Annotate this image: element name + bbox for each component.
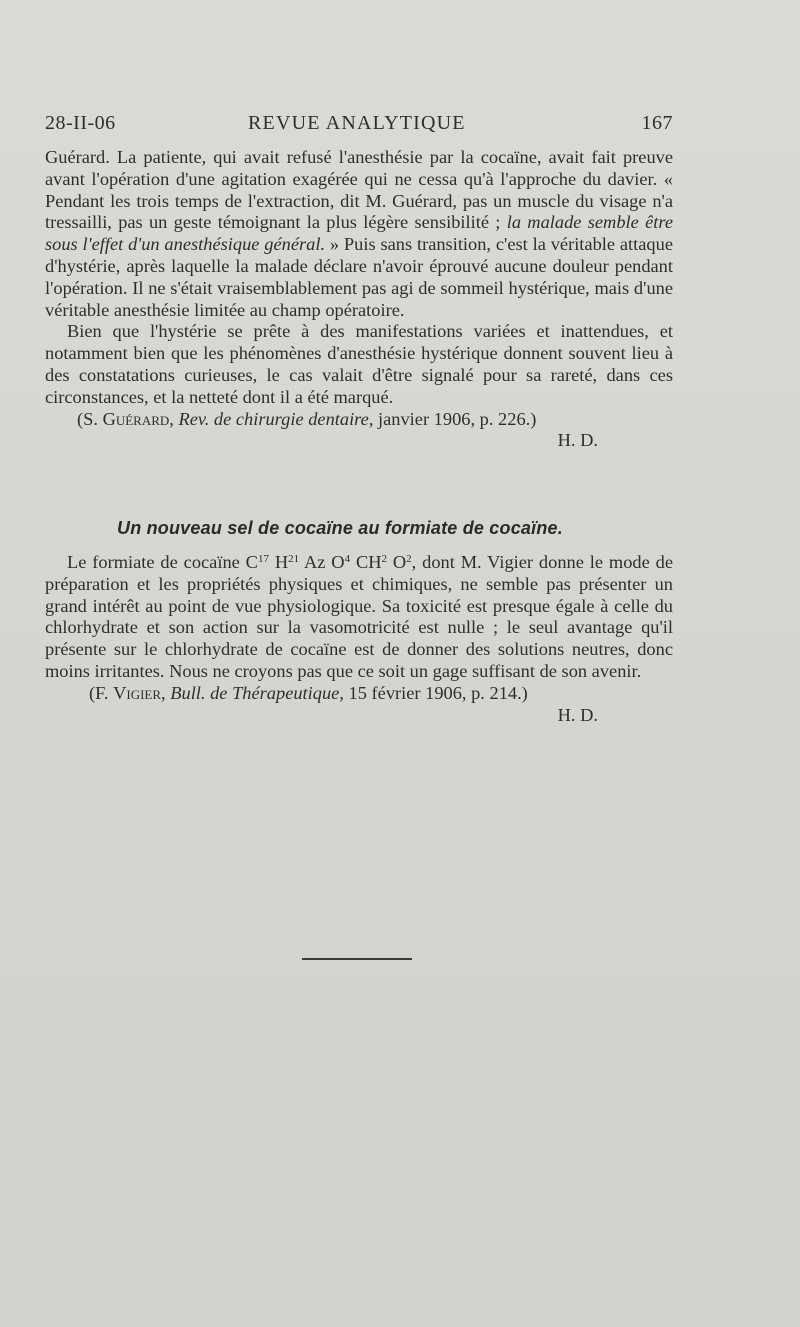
citation-journal: Rev. de chirurgie dentaire (178, 408, 369, 429)
paragraph-text: H (268, 552, 289, 572)
citation-comma: , (161, 682, 166, 703)
article-2 (45, 552, 673, 726)
article-1-paragraph-1 (45, 147, 673, 321)
article-1-citation (45, 409, 673, 431)
paragraph-text: Guérard. La patiente, qui avait refusé l'anesthésie par la cocaïne, avait fait preuve avant l'opération d'une agitation exagérée qui ne cessa qu'à l'approche du davier. « Pendant les trois temps de l'extraction, dit M. Guérard, pas un muscle du visage n'a tressailli, pas un geste témoignant la plus légère sensibilité ; (45, 147, 673, 233)
article-1-signature: H. D. (557, 430, 598, 451)
article-2-paragraph (45, 552, 673, 683)
citation-rest: , janvier 1906, p. 226.) (368, 408, 537, 429)
running-header (45, 112, 673, 142)
article-2-citation (45, 683, 673, 705)
quoted-italic-text: la malade semble être sous l'effet d'un anesthésique général. (45, 212, 673, 255)
superscript: 2 (381, 553, 387, 565)
paragraph-text: » Puis sans transition, c'est la véritable attaque d'hystérie, après laquelle la malade déclare n'avoir éprouvé aucune douleur pendant l'opération. Il ne s'était vraisemblablement pas agi de sommeil hystérique, mais d'une véritable anesthésie limitée au champ opératoire. (45, 234, 673, 320)
superscript: 17 (257, 553, 269, 565)
paragraph-text: CH (350, 552, 382, 572)
issue-date: 28-II-06 (45, 112, 116, 134)
page-number: 167 (641, 112, 673, 134)
citation-comma: , (169, 408, 174, 429)
paragraph-text: , dont M. Vigier donne le mode de préparation et les propriétés physiques et chimiques, ne semble pas présenter un grand intérêt au point de vue physiologique. Sa toxicité est presque égale à celle du chlorhydrate et son action sur la vasomotricité est nulle ; le seul avantage qu'il présente sur le chlorhydrate de cocaïne est de donner des solutions neutres, donc moins irritantes. Nous ne croyons pas que ce soit un gage suffisant de son avenir. (45, 552, 673, 681)
paragraph-text: O (387, 552, 407, 572)
superscript: 2 (406, 553, 412, 565)
article-2-signature: H. D. (557, 704, 598, 725)
citation-author: Vigier (113, 682, 162, 703)
citation-rest: , 15 février 1906, p. 214.) (339, 682, 528, 703)
article-2-title: Un nouveau sel de cocaïne au formiate de cocaïne. (117, 518, 563, 538)
article-1 (45, 147, 673, 452)
article-1-paragraph-2: Bien que l'hystérie se prête à des manifestations variées et inattendues, et notamment bien que les phénomènes d'anesthésie hystérique donnent souvent lieu à des constatations curieuses, le cas valait d'être signalé pour sa rareté, dans ces circonstances, et la netteté dont il a été marqué. (45, 321, 673, 407)
citation-open: (S. (77, 408, 98, 429)
citation-journal: Bull. de Thérapeutique (170, 682, 340, 703)
superscript: 21 (288, 553, 300, 565)
citation-author: Guérard (102, 408, 170, 429)
paragraph-text: Az O (299, 552, 345, 572)
superscript: 4 (344, 553, 351, 565)
journal-title: REVUE ANALYTIQUE (248, 112, 466, 134)
paragraph-text: Le formiate de cocaïne C (67, 552, 258, 572)
end-rule (302, 958, 412, 960)
citation-open: (F. (89, 682, 109, 703)
